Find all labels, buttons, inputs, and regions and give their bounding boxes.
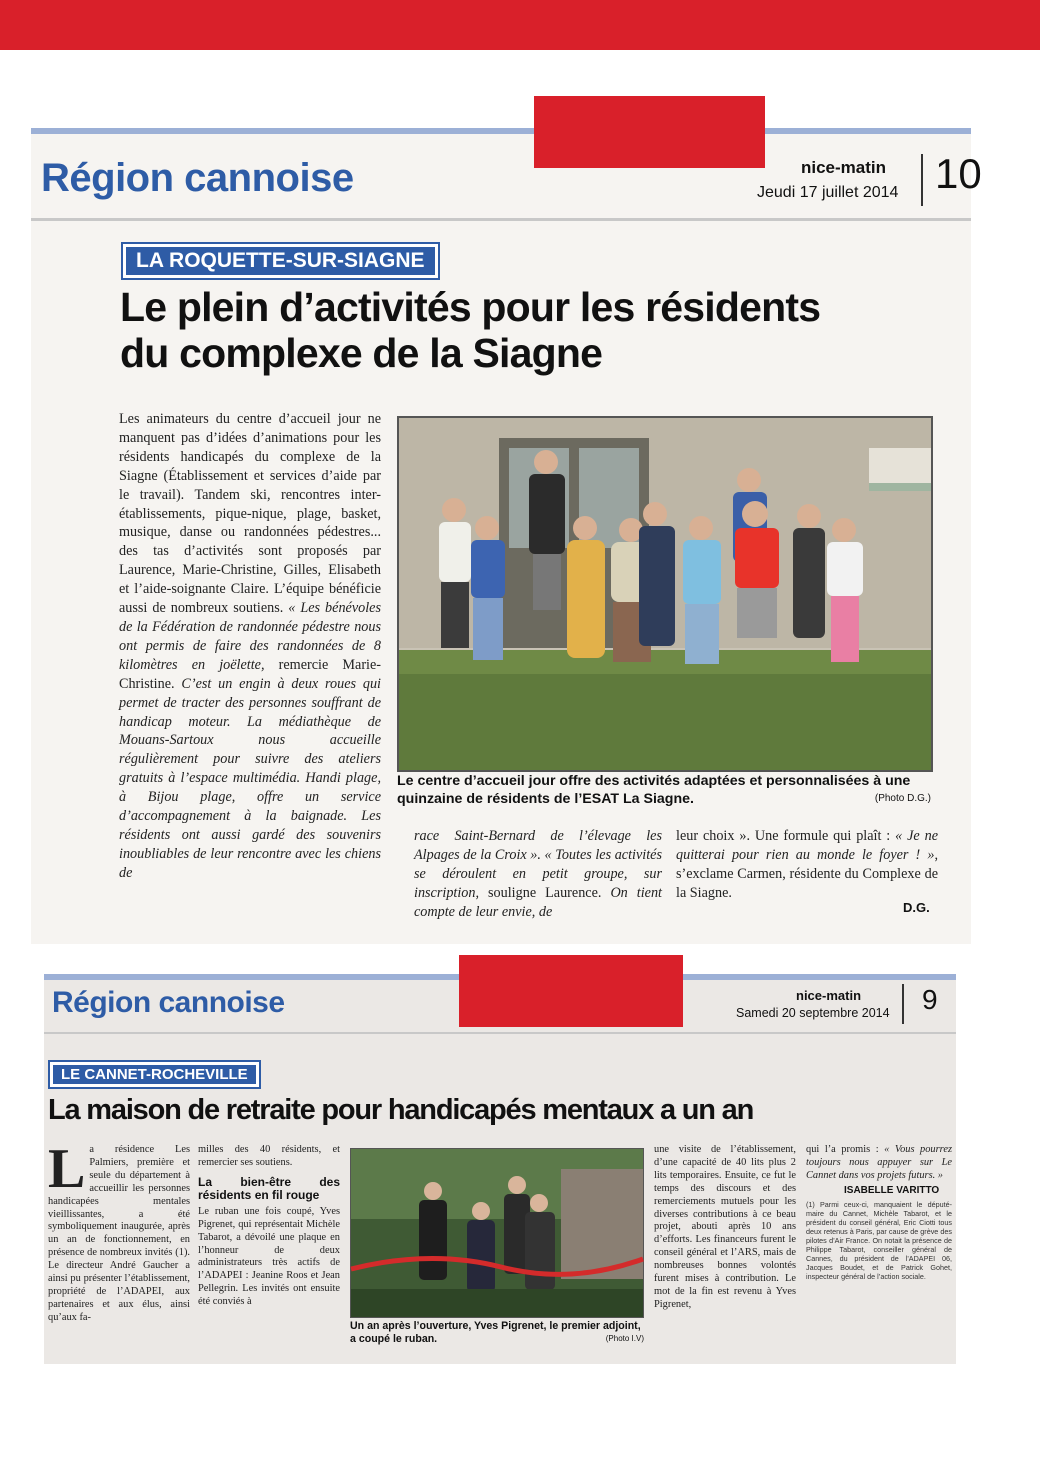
article-column-1 (48, 1138, 190, 1325)
headline (120, 285, 820, 377)
byline: D.G. (903, 900, 930, 915)
paper-name: nice-matin (796, 988, 862, 1003)
page-number: 9 (922, 984, 938, 1015)
header-underline (44, 1032, 956, 1034)
issue-date: Samedi 20 septembre 2014 (736, 1006, 890, 1020)
paper-name: nice-matin (801, 158, 887, 177)
body-text: une visite de l’établissement, d’une capacité de 40 lits plus 2 lits temporaires. Ensuite, ce fut le temps des discours et des remerciements mutuels pour les diverses contributions à ce beau projet, abouti après 10 ans d’efforts. Les financeurs furent le conseil général et l’ARS, mais de nombreuses bonnes volontés furent mises à contribution. Le mot de la fin est revenu à Yves Pigrenet, (654, 1144, 796, 1310)
redaction-bar (459, 955, 683, 1027)
redaction-bar (534, 96, 765, 168)
ribbon-photo (350, 1148, 644, 1318)
article-column-2 (198, 1144, 340, 1309)
ribbon-photo-illustration (351, 1149, 643, 1317)
kicker: LA ROQUETTE-SUR-SIAGNE (123, 244, 438, 278)
body-text: , s’exclame Carmen, résidente du Complexe de la Siagne. (676, 846, 938, 901)
group-photo-illustration (399, 418, 931, 770)
article-column-4 (806, 1144, 952, 1281)
byline: ISABELLE VARITTO (844, 1184, 940, 1196)
quote-text: « Vous pourrez toujours nous appuyer sur Le Cannet dans vos projets futurs. » (806, 1144, 952, 1181)
photo-caption (397, 772, 931, 808)
kicker: LE CANNET-ROCHEVILLE (50, 1062, 259, 1087)
body-text: qui l’a promis : (806, 1144, 885, 1155)
body-text: a résidence Les Palmiers, première et seule du département à accueillir les personnes handicapées mentales vieillissantes, a été symboliquement inaugurée, après un an de fonctionnement, en présence de nombreux invités (1). Le directeur André Gaucher a ainsi pu présenter l’établissement, propriété de l’ADAPEI, aux partenaires et aux élus, ainsi qu’aux fa- (48, 1144, 190, 1323)
page-number: 10 (935, 150, 982, 197)
article-column-3 (676, 827, 938, 903)
article-column-2 (414, 827, 662, 922)
header-rule (31, 128, 971, 134)
quote-text: On tient compte de leur envie, de (414, 884, 662, 920)
group-photo (397, 416, 933, 772)
issue-date: Jeudi 17 juillet 2014 (757, 184, 899, 201)
quote-text: « Je ne quitterai pour rien au monde le foyer ! » (676, 828, 938, 863)
photo-credit: (Photo D.G.) (874, 793, 931, 804)
headline: La maison de retraite pour handicapés mentaux a un an (48, 1094, 754, 1126)
headline-line-2: du complexe de la Siagne (120, 329, 603, 376)
caption-text: Le centre d’accueil jour offre des activités adaptées et personnalisées à une quinzaine de résidents de l’ESAT La Siagne. (397, 773, 911, 807)
newspaper-clipping-1 (31, 128, 982, 944)
newspaper-clipping-2 (44, 974, 956, 1364)
section-title: Région cannoise (52, 986, 285, 1019)
header-underline (31, 218, 971, 221)
photo-caption (350, 1320, 644, 1345)
headline-line-1: Le plein d’activités pour les résidents (120, 284, 821, 330)
quote-text: « Toutes les activités se déroulent en petit groupe, sur inscription, (414, 846, 662, 901)
quote-text: « Les bénévoles de la Fédération de randonnée pédestre nous ont permis de faire des randonnées de 8 kilomètres en joëlette, (119, 600, 381, 673)
caption-text: Un an après l’ouverture, Yves Pigrenet, le premier adjoint, a coupé le ruban. (350, 1320, 641, 1345)
body-text: Le ruban une fois coupé, Yves Pigrenet, qui représentait Michèle Tabarot, a dévoilé une plaque en l’honneur de deux administrateurs très actifs de l’ADAPEI : Jeanine Roos et Jean Pellegrin. Les invités ont ensuite été conviés à (198, 1205, 340, 1308)
body-text: remercie Marie-Christine. (119, 656, 382, 692)
article-column-3 (654, 1144, 796, 1312)
quote-text: C’est un engin à deux roues qui permet de tracter des personnes souffrant de handicap moteur. La médiathèque de Mouans-Sartoux nous accueille régulièrement pour suivre des ateliers gratuits à l’espace multimédia. Handi plage, à Bijou plage, offre un service d’accompagnement à la baignade. Les résidents ont aussi gardé des souvenirs inoubliables de leur rencontre avec les chiens de (119, 675, 381, 881)
section-title: Région cannoise (41, 156, 354, 200)
body-text: Les animateurs du centre d’accueil jour ne manquent pas d’idées d’animations pour les résidents handicapés du complexe de la Siagne (Établissement et services d’aide par le travail). Tandem ski, rencontres inter-établissements, pique-nique, plage, basket, musique, danse ou randonnées pédestres... des tas d’activités sont proposés par Laurence, Marie-Christine, Gilles, Elisabeth et l’aide-soignante Claire. L’équipe bénéficie aussi de nombreux soutiens. (119, 411, 381, 617)
body-text: souligne Laurence. (479, 884, 611, 901)
header-divider (921, 154, 923, 206)
drop-cap: L (48, 1138, 86, 1200)
photo-credit: (Photo I.V) (605, 1333, 644, 1343)
body-text: milles des 40 résidents, et remercier ses soutiens. (198, 1144, 340, 1168)
top-red-band (0, 0, 1040, 50)
header-divider (902, 984, 904, 1024)
article-column-1 (119, 410, 381, 883)
body-text: leur choix ». Une formule qui plaît : (676, 828, 896, 844)
subheading: La bien-être des résidents en fil rouge (198, 1174, 340, 1202)
quote-text: race Saint-Bernard de l’élevage les Alpages de la Croix ». (414, 828, 662, 863)
footnote: (1) Parmi ceux-ci, manquaient le député-maire du Cannet, Michèle Tabarot, et le président du conseil général, Eric Ciotti tous deux retenus à Paris, par cause de grève des pilotes d’Air France. On notait la présence de Philippe Tabarot, conseiller général de Cannes, du président de l’ADAPEI 06, Jacques Boudet, et de Patrick Gohet, inspecteur général de l’action sociale. (806, 1199, 952, 1281)
